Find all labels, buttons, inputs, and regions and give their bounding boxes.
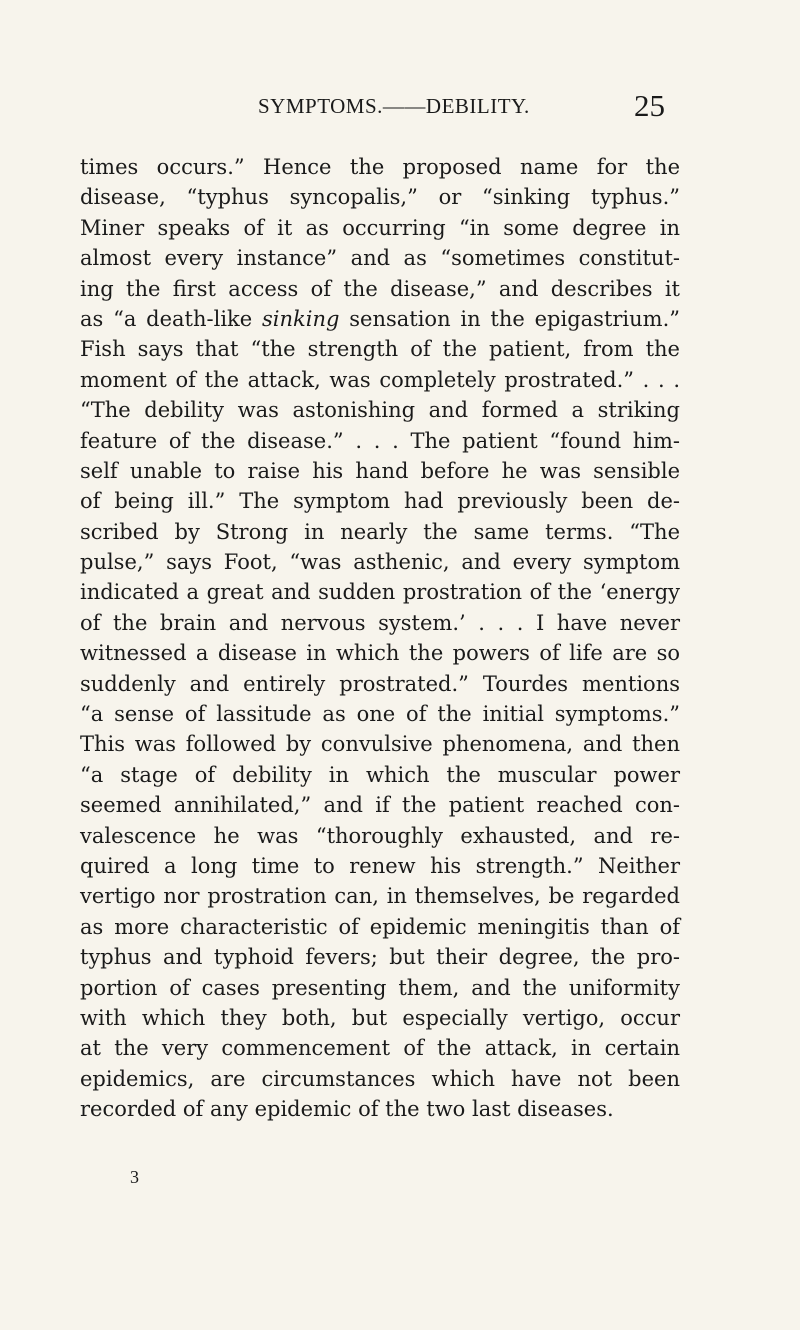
text-line: indicated a great and sudden prostration of the ‘energy bbox=[80, 580, 680, 605]
running-head bbox=[0, 88, 800, 128]
text-line: scribed by Strong in nearly the same terms. “The bbox=[80, 519, 680, 544]
page-number: 25 bbox=[634, 88, 665, 123]
text-line: of the brain and nervous system.’ . . . I have never bbox=[80, 610, 680, 635]
text-line: times occurs.” Hence the proposed name for the bbox=[80, 155, 680, 179]
text-line: valescence he was “thoroughly exhausted, and re- bbox=[80, 823, 680, 848]
text-line: “a stage of debility in which the muscular power bbox=[80, 762, 680, 787]
text-line: self unable to raise his hand before he was sensible bbox=[80, 458, 680, 483]
text-line: with which they both, but especially vertigo, occur bbox=[80, 1005, 680, 1030]
text-line: quired a long time to renew his strength.” Neither bbox=[80, 853, 680, 878]
text-line: disease, “typhus syncopalis,” or “sinking typhus.” bbox=[80, 185, 680, 210]
text-line: ing the first access of the disease,” and describes it bbox=[80, 276, 680, 301]
chapter-heading: SYMPTOMS.——DEBILITY. bbox=[258, 94, 530, 118]
text-line: almost every instance” and as “sometimes constitut- bbox=[80, 246, 680, 271]
text-line: “The debility was astonishing and formed a striking bbox=[80, 398, 680, 423]
text-line: as “a death-like sinking sensation in the epigastrium.” bbox=[80, 306, 680, 331]
body-paragraph bbox=[80, 152, 680, 1125]
text-line: feature of the disease.” . . . The patient “found him- bbox=[80, 428, 680, 453]
text-line: vertigo nor prostration can, in themselves, be regarded bbox=[80, 884, 680, 909]
text-line: pulse,” says Foot, “was asthenic, and every symptom bbox=[80, 550, 680, 575]
text-line: at the very commencement of the attack, in certain bbox=[80, 1036, 680, 1061]
text-line: portion of cases presenting them, and the uniformity bbox=[80, 975, 680, 1000]
text-line: Fish says that “the strength of the patient, from the bbox=[80, 337, 680, 362]
text-line: epidemics, are circumstances which have not been bbox=[80, 1066, 680, 1091]
emphasis-text: sinking bbox=[262, 306, 340, 331]
text-line: “a sense of lassitude as one of the initial symptoms.” bbox=[80, 702, 680, 727]
text-line: suddenly and entirely prostrated.” Tourdes mentions bbox=[80, 671, 680, 696]
text-line: Miner speaks of it as occurring “in some degree in bbox=[80, 215, 680, 240]
text-line: of being ill.” The symptom had previously been de- bbox=[80, 489, 680, 514]
text-line: witnessed a disease in which the powers of life are so bbox=[80, 641, 680, 666]
text-line: moment of the attack, was completely prostrated.” . . . bbox=[80, 367, 680, 392]
text-line: This was followed by convulsive phenomena, and then bbox=[80, 732, 680, 757]
text-line: recorded of any epidemic of the two last diseases. bbox=[80, 1097, 614, 1122]
text-line: seemed annihilated,” and if the patient reached con- bbox=[80, 793, 680, 818]
text-line: typhus and typhoid fevers; but their degree, the pro- bbox=[80, 945, 680, 970]
printer-signature-mark: 3 bbox=[130, 1167, 139, 1187]
text-line: as more characteristic of epidemic meningitis than of bbox=[80, 914, 680, 939]
